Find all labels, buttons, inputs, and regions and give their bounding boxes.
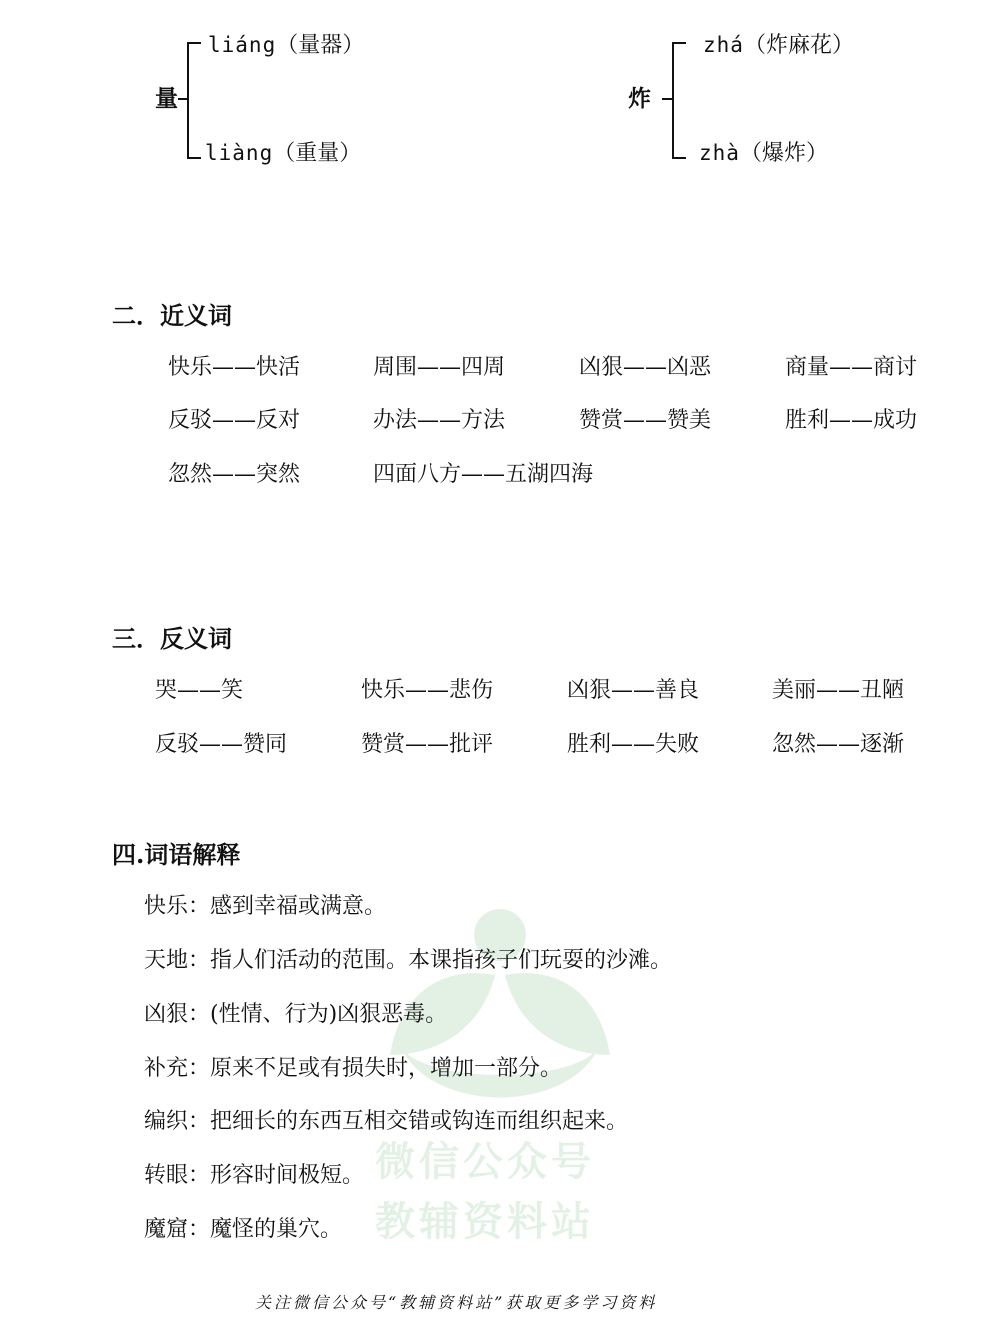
synonym-pair: 赞赏——赞美 [579, 408, 712, 433]
section-title-explanations: 四.词语解释 [112, 840, 241, 869]
explanation-item [144, 889, 386, 920]
example-word: （爆炸） [739, 141, 828, 166]
definition: 原来不足或有损失时，增加一部分。 [210, 1056, 563, 1081]
antonym-pair: 快乐——悲伤 [361, 678, 494, 703]
definition: 感到幸福或满意。 [210, 894, 387, 919]
explanation-item [144, 1158, 364, 1189]
reading-1 [208, 28, 364, 59]
pinyin: zhá [703, 33, 744, 57]
reading-1 [703, 28, 854, 59]
antonym-pair: 忽然——逐渐 [772, 732, 905, 757]
explanation-item [144, 1051, 562, 1082]
synonym-pair: 凶狠——凶恶 [579, 355, 712, 380]
definition: 魔怪的巢穴。 [210, 1217, 343, 1242]
synonym-pair: 胜利——成功 [785, 408, 918, 433]
pinyin: liáng [208, 33, 277, 57]
page-footer: 关注微信公众号“教辅资料站”获取更多学习资料 [255, 1293, 658, 1312]
polyphone-char: 量 [155, 85, 178, 112]
synonym-pair: 商量——商讨 [785, 355, 918, 380]
section-title-synonyms: 二．近义词 [112, 301, 232, 330]
term: 快乐： [144, 894, 211, 919]
reading-2 [205, 136, 361, 167]
brace-icon [187, 42, 201, 159]
term: 凶狠： [144, 1002, 211, 1027]
definition: 把细长的东西互相交错或钩连而组织起来。 [210, 1109, 629, 1134]
section-title-antonyms: 三．反义词 [112, 624, 232, 653]
antonym-pair: 反驳——赞同 [155, 732, 288, 757]
reading-2 [699, 136, 828, 167]
antonym-pair: 胜利——失败 [567, 732, 700, 757]
brace-tick [178, 98, 188, 100]
explanation-item [144, 997, 447, 1028]
antonym-pair: 哭——笑 [155, 678, 244, 703]
brace-icon [672, 42, 686, 159]
definition: 形容时间极短。 [210, 1163, 365, 1188]
synonym-pair: 反驳——反对 [168, 408, 301, 433]
definition: 指人们活动的范围。本课指孩子们玩耍的沙滩。 [210, 948, 673, 973]
definition: (性情、行为)凶狠恶毒。 [210, 1002, 448, 1027]
explanation-item [144, 1104, 628, 1135]
antonym-pair: 赞赏——批评 [361, 732, 494, 757]
example-word: （重量） [273, 141, 362, 166]
term: 天地： [144, 948, 211, 973]
polyphone-char: 炸 [628, 85, 651, 112]
explanation-item [144, 943, 672, 974]
example-word: （炸麻花） [743, 33, 854, 58]
term: 补充： [144, 1056, 211, 1081]
synonym-pair: 四面八方——五湖四海 [373, 462, 594, 487]
synonym-pair: 办法——方法 [373, 408, 506, 433]
antonym-pair: 美丽——丑陋 [772, 678, 905, 703]
pinyin: liàng [205, 141, 274, 165]
example-word: （量器） [276, 33, 365, 58]
synonym-pair: 周围——四周 [373, 355, 506, 380]
watermark-line-2: 教辅资料站 [375, 1199, 595, 1245]
term: 编织： [144, 1109, 211, 1134]
term: 魔窟： [144, 1217, 211, 1242]
synonym-pair: 快乐——快活 [168, 355, 301, 380]
antonym-pair: 凶狠——善良 [567, 678, 700, 703]
watermark-line-1: 微信公众号 [375, 1139, 595, 1185]
term: 转眼： [144, 1163, 211, 1188]
synonym-pair: 忽然——突然 [168, 462, 301, 487]
brace-tick [662, 98, 672, 100]
pinyin: zhà [699, 141, 740, 165]
explanation-item [144, 1212, 342, 1243]
